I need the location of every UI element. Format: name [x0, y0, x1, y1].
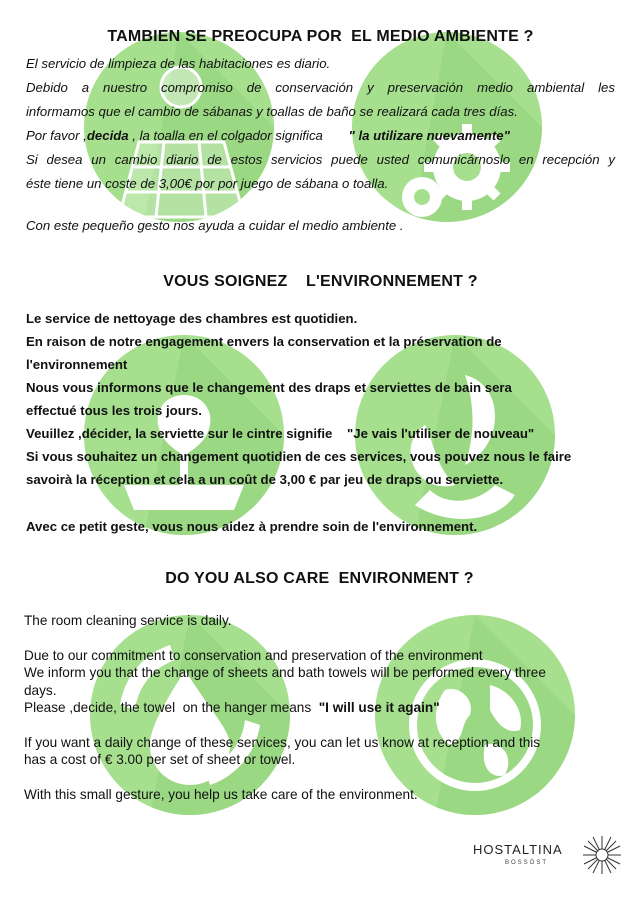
- logo-brand: HOSTALTINA: [473, 842, 563, 857]
- english-l3: We inform you that the change of sheets and bath towels will be performed every three: [24, 665, 546, 680]
- french-l9: Avec ce petit geste, vous nous aidez à prendre soin de l'environnement.: [26, 519, 478, 534]
- french-section: [26, 273, 615, 538]
- english-l5-pre: Please ,decide, the towel on the hanger means: [24, 700, 319, 715]
- english-l5: [24, 699, 615, 717]
- spanish-p3-pre: Por favor ,: [26, 128, 87, 143]
- english-l7: has a cost of € 3.00 per set of sheet or towel.: [24, 752, 296, 767]
- french-l3: l'environnement: [26, 357, 128, 372]
- english-l4: days.: [24, 682, 57, 698]
- french-l5: effectué tous les trois jours.: [26, 403, 202, 418]
- logo-location: BOSSÒST: [505, 860, 549, 866]
- spanish-p1: El servicio de limpieza de las habitaciones es diario.: [26, 56, 331, 71]
- english-l8: With this small gesture, you help us take care of the environment.: [24, 786, 418, 802]
- spanish-p5: Con este pequeño gesto nos ayuda a cuidar el medio ambiente .: [26, 218, 404, 233]
- spanish-p2b: informamos que el cambio de sábanas y toallas de baño se realizará cada tres días.: [26, 104, 518, 119]
- spanish-p2a: Debido a nuestro compromiso de conservación y preservación medio ambiental les: [26, 80, 615, 95]
- spanish-p3-quote: " la utilizare nuevamente": [348, 128, 510, 143]
- spanish-title: TAMBIEN SE PREOCUPA POR EL MEDIO AMBIENTE ?: [107, 28, 534, 45]
- spanish-p3: [26, 124, 615, 148]
- french-l6: Veuillez ,décider, la serviette sur le cintre signifie "Je vais l'utiliser de nouveau": [26, 426, 535, 441]
- english-l6: If you want a daily change of these services, you can let us know at reception and this: [24, 734, 541, 750]
- french-l4: Nous vous informons que le changement des draps et serviettes de bain sera: [26, 380, 512, 395]
- spanish-p4b: éste tiene un coste de 3,00€ por por juego de sábana o toalla.: [26, 176, 389, 191]
- english-l2: Due to our commitment to conservation and preservation of the environment: [24, 647, 483, 663]
- french-title: VOUS SOIGNEZ L'ENVIRONNEMENT ?: [163, 273, 478, 290]
- spanish-p3-mid: , la toalla en el colgador significa: [128, 128, 349, 143]
- sunburst-icon: [581, 834, 623, 876]
- french-l8: savoirà la réception et cela a un coût de 3,00 € par jeu de draps ou serviette.: [26, 472, 504, 487]
- english-section: [24, 570, 615, 803]
- spanish-p3-decida: decida: [86, 128, 129, 143]
- english-l1: The room cleaning service is daily.: [24, 613, 232, 628]
- french-l1: Le service de nettoyage des chambres est quotidien.: [26, 311, 358, 326]
- spanish-p4a: Si desea un cambio diario de estos servicios puede usted comunicárnoslo en recepción y: [26, 152, 615, 167]
- hostaltina-logo: [473, 834, 623, 876]
- english-l5-quote: "I will use it again": [318, 700, 440, 715]
- english-title: DO YOU ALSO CARE ENVIRONMENT ?: [165, 570, 474, 587]
- french-l7: Si vous souhaitez un changement quotidien de ces services, vous pouvez nous le faire: [26, 449, 572, 464]
- spanish-section: [26, 28, 615, 238]
- french-l2: En raison de notre engagement envers la conservation et la préservation de: [26, 334, 502, 349]
